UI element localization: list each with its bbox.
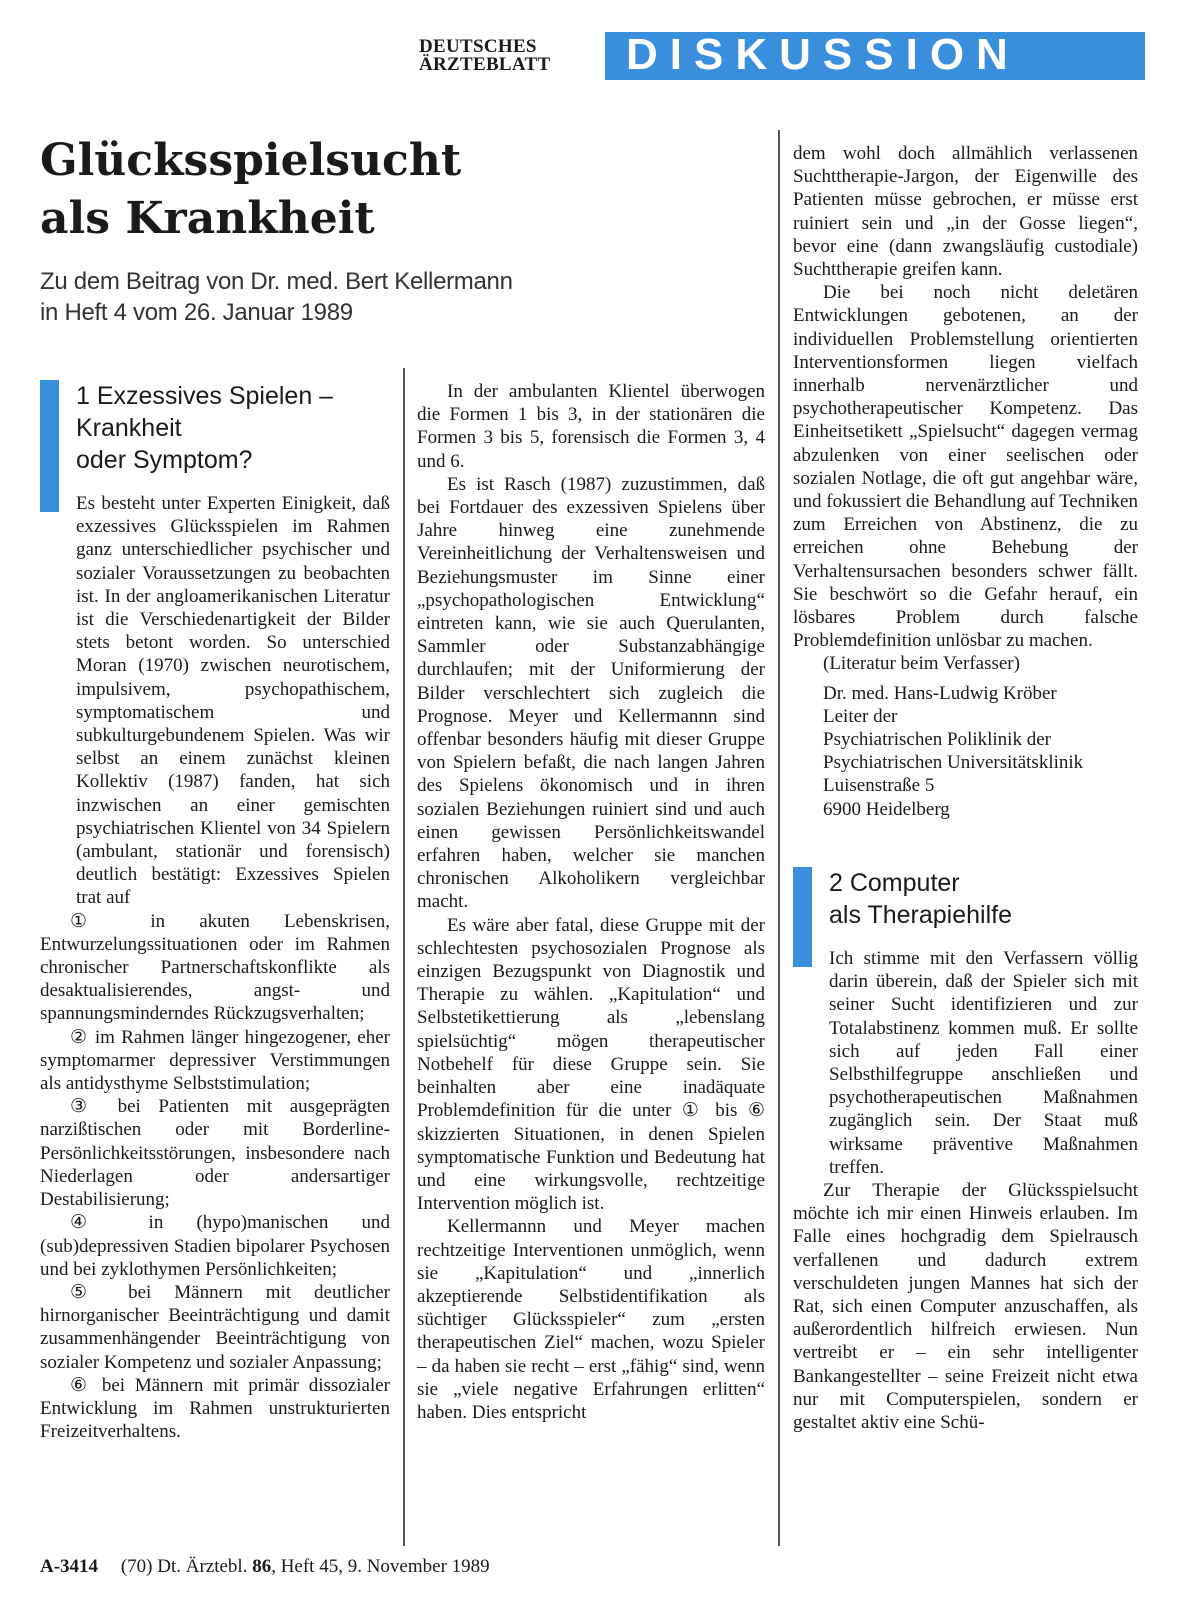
author-city: 6900 Heidelberg (823, 798, 950, 820)
paragraph: Es ist Rasch (1987) zuzustimmen, daß bei Fortdauer des exzessiven Spielens über Jahre hinweg eine zunehmende Vereinheitlichung der Verhaltensweisen und Beziehungsmuster im Sinne einer „psychopathologischen Entwicklung“ eintreten kann, wie sie auch Querulanten, Sammler oder Substanzabhängige durchlaufen; mit der Uniformierung der Bilder verschlechtert sich zugleich die Prognose. Meyer und Kellermannn sind offenbar besonders häufig mit dieser Gruppe von Spielern befaßt, die nach langen Jahren des Spielens ökonomisch und in ihren sozialen Beziehungen ruiniert sind und auch einen gewissen Persönlichkeitswandel erfahren haben, welcher sie manchen chronischen Alkoholikern vergleichbar macht. (417, 473, 765, 913)
section-title (76, 380, 333, 476)
section-marker (793, 867, 812, 967)
volume-number: 86 (252, 1556, 272, 1577)
paragraph: dem wohl doch allmählich verlassenen Suchttherapie-Jargon, der Eigenwille des Patienten müsse gebrochen, er müsse erst ruiniert sein und „in der Gosse liegen“, bevor eine (dann zwangsläufig custodiale) Suchttherapie greifen kann. (793, 143, 1138, 281)
publication-line-1: DEUTSCHES (419, 36, 537, 57)
section-label: DISKUSSION (626, 30, 1020, 79)
references-note: (Literatur beim Verfasser) (823, 653, 1020, 675)
paragraph: Es wäre aber fatal, diese Gruppe mit der schlechtesten psychosozialen Prognose als einzigen Bezugspunkt von Diagnostik und Therapie zu wählen. „Kapitulation“ und Selbstetikettierung als „lebenslang spielsüchtig“ mögen therapeutischer Notbehelf für diese Gruppe sein. Sie beinhalten aber eine inadäquate Problemdefinition für die unter ① bis ⑥ skizzierten Situationen, in denen Spielen symptomatische Funktion und Bedeutung hat und eine wirkungsvolle, rechtzeitige Intervention möglich ist. (417, 914, 765, 1215)
column-divider (778, 130, 780, 1546)
section-title (829, 867, 1012, 931)
list-item: ⑥ bei Männern mit primär dissozialer Entwicklung im Rahmen unstrukturierten Freizeitverhaltens. (40, 1374, 390, 1443)
subtitle-line-2: in Heft 4 vom 26. Januar 1989 (40, 299, 353, 326)
page-footer (40, 1556, 490, 1578)
title-line-1: Glücksspielsucht (40, 135, 462, 186)
paragraph: Zur Therapie der Glücksspielsucht möchte ich mir einen Hinweis erlauben. Im Falle eines hochgradig dem Spielrausch verfallenen und dadurch extrem verschuldeten jungen Mannes hat sich der Rat, sich einen Computer anzuschaffen, als außerordentlich hilfreich erwiesen. Nun vertreibt er – ein sehr intelligenter Bankangestellter – seine Freizeit nicht etwa nur mit Computerspielen, sondern er gestaltet aktiv eine Schü- (793, 1179, 1138, 1433)
subtitle-line-1: Zu dem Beitrag von Dr. med. Bert Kellermann (40, 268, 513, 295)
citation-prefix: (70) Dt. Ärztebl. (120, 1556, 248, 1577)
paragraph: Kellermannn und Meyer machen rechtzeitige Interventionen unmöglich, wenn sie „Kapitulation“ und „innerlich akzeptierende Selbstidentifikation als süchtiger Glücksspieler“ zum „ersten therapeutischen Ziel“ machen, wozu Spieler – da haben sie recht – erst „fähig“ sind, wenn sie „viele negative Erfahrungen erlitten“ haben. Dies entspricht (417, 1216, 765, 1423)
column-divider (403, 368, 405, 1546)
title-line-2: als Krankheit (40, 193, 375, 244)
paragraph: Ich stimme mit den Verfassern völlig darin überein, daß der Spieler sich mit seiner Sucht identifizieren und zur Totalabstinenz kommen muß. Er sollte sich auf jeden Fall einer Selbsthilfegruppe anschließen und psychotherapeutischen Maßnahmen zugänglich sein. Der Staat muß wirksame präventive Maßnahmen treffen. (829, 947, 1138, 1178)
section-2-heading (793, 867, 1138, 967)
author-institution: Psychiatrischen Universitätsklinik (823, 752, 1084, 774)
section-marker (40, 380, 59, 512)
author-signature (793, 682, 1138, 821)
section-title-line: als Therapiehilfe (829, 900, 1012, 929)
section-title-line: 2 Computer (829, 868, 960, 897)
list-item: ① in akuten Lebenskrisen, Entwurzelungssituationen oder im Rahmen chronischer Partnerschaftskonflikte als desaktualisierendes, angst- und spannungsminderndes Rückzugsverhalten; (40, 910, 390, 1025)
article-title (40, 132, 740, 248)
citation-suffix: , Heft 45, 9. November 1989 (271, 1556, 490, 1577)
paragraph: Es besteht unter Experten Einigkeit, daß exzessives Glücksspielen im Rahmen ganz unterschiedlicher psychischer und sozialer Voraussetzungen zu beobachten ist. In der angloamerikanischen Literatur ist die Verschiedenartigkeit der Bilder stets betont worden. So unterschied Moran (1970) zwischen neurotischem, impulsivem, psychopathischem, symptomatischem und subkulturgebundenem Spielen. Was wir selbst an einem zunächst kleinen Kollektiv (1987) fanden, hat sich inzwischen an einer gemischten psychiatrischen Klientel von 34 Spielern (ambulant, stationär und forensisch) deutlich bestätigt: Exzessives Spielen trat auf (76, 493, 390, 909)
section-title-line: oder Symptom? (76, 446, 253, 474)
text-column-2 (417, 380, 765, 1424)
list-item: ⑤ bei Männern mit deutlicher hirnorganischer Beeinträchtigung und damit zusammenhängender Beeinträchtigung von sozialer Kompetenz und sozialer Anpassung; (40, 1281, 390, 1373)
section-title-line: Krankheit (76, 414, 182, 442)
paragraph: Die bei noch nicht deletären Entwicklungen gebotenen, an der individuellen Problemstellung orientierten Interventionsformen liegen vielfach innerhalb nervenärztlicher und psychotherapeutischer Kompetenz. Das Einheitsetikett „Spielsucht“ dagegen vermag abzulenken von einer seelischen oder sozialen Notlage, die oft gut angehbar wäre, und fokussiert die Behandlung auf Techniken zum Erreichen von Abstinenz, die zu erreichen ohne Behebung der Verhaltensursachen besonders schwer fällt. Sie beschwört so die Gefahr herauf, ein lösbares Problem durch falsche Problemdefinition unlösbar zu machen. (793, 282, 1138, 652)
author-name: Dr. med. Hans-Ludwig Kröber (823, 682, 1057, 704)
list-item: ③ bei Patienten mit ausgeprägten narzißtischen oder mit Borderline-Persönlichkeitsstörungen, insbesondere nach Niederlagen oder andersartiger Destabilisierung; (40, 1096, 390, 1211)
author-street: Luisenstraße 5 (823, 775, 935, 797)
publication-line-2: ÄRZTEBLATT (419, 54, 551, 75)
publication-name (419, 38, 594, 74)
author-institution: Psychiatrischen Poliklinik der (823, 729, 1051, 751)
list-item: ④ in (hypo)manischen und (sub)depressiven Stadien bipolarer Psychosen und bei zyklothymen Persönlichkeiten; (40, 1212, 390, 1280)
paragraph: In der ambulanten Klientel überwogen die Formen 1 bis 3, in der stationären die Formen 3 bis 5, forensisch die Formen 3, 4 und 6. (417, 381, 765, 472)
text-column-1 (40, 380, 390, 1443)
list-item: ② im Rahmen länger hingezogener, eher symptomarmer depressiver Verstimmungen als antidysthyme Selbststimulation; (40, 1026, 390, 1095)
author-role: Leiter der (823, 705, 898, 727)
page-number: A-3414 (40, 1556, 99, 1577)
article-subtitle (40, 266, 740, 328)
text-column-3 (793, 142, 1138, 1434)
section-1-heading (40, 380, 390, 512)
section-title-line: 1 Exzessives Spielen – (76, 382, 334, 410)
